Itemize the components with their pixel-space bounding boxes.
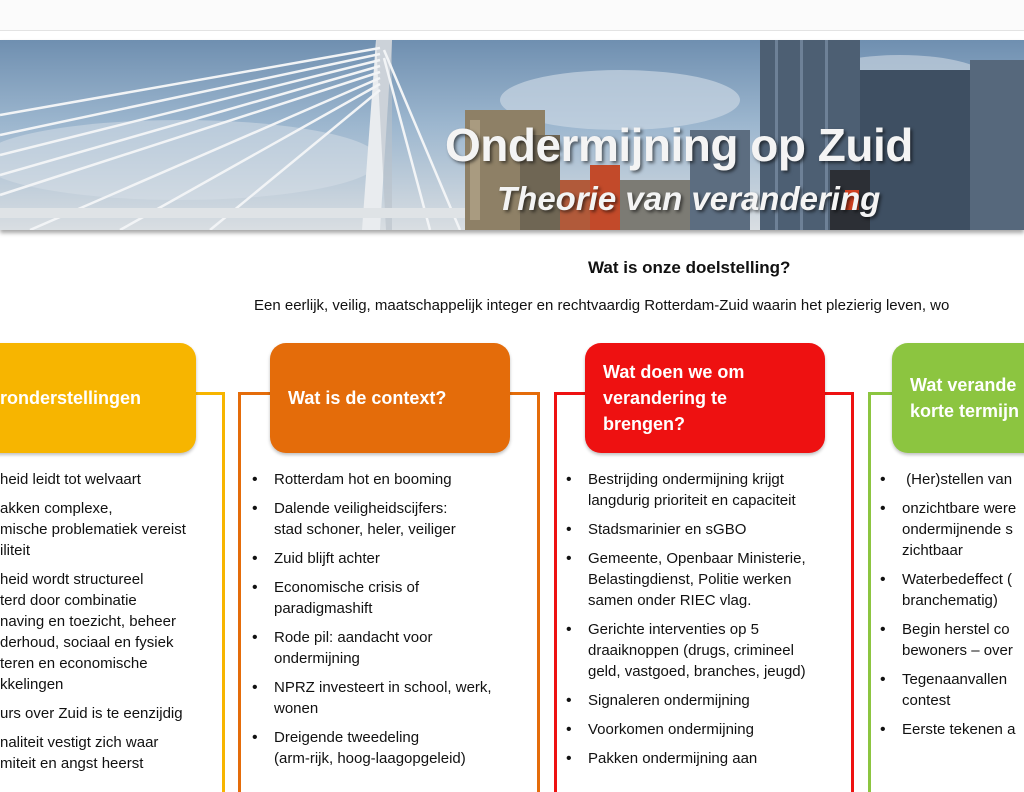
card-assumptions xyxy=(0,343,196,453)
list-item: • (Her)stellen van xyxy=(876,469,1024,490)
card-assumptions-title: ronderstellingen xyxy=(0,388,142,408)
list-item: • Rode pil: aandacht voor ondermijning xyxy=(248,627,533,669)
card-actions-title-line-1: Wat doen we om xyxy=(603,362,745,382)
column-1-connector xyxy=(195,392,225,395)
card-actions-title-line-2: verandering te xyxy=(603,388,728,408)
banner-subtitle: Theorie van verandering xyxy=(497,180,881,217)
top-strip xyxy=(0,0,1024,31)
list-item: • Voorkomen ondermijning xyxy=(562,719,847,740)
column-3-border-line-left xyxy=(554,392,557,792)
list-item: • Pakken ondermijning aan xyxy=(562,748,847,769)
list-item: • NPRZ investeert in school, werk, wonen xyxy=(248,677,533,719)
card-short-term-title-line-1: Wat verande xyxy=(910,375,1017,395)
list-item: • Stadsmarinier en sGBO xyxy=(562,519,847,540)
list-item: • onzichtbare were ondermijnende s zichtbaar xyxy=(876,498,1024,561)
short-term-list xyxy=(876,469,1024,748)
column-2-border-line-right xyxy=(537,392,540,792)
list-item: • Eerste tekenen a xyxy=(876,719,1024,740)
column-2-connector-left xyxy=(238,392,273,395)
card-actions-title-line-3: brengen? xyxy=(603,414,686,434)
list-item: • Dalende veiligheidscijfers: stad schoner, heler, veiliger xyxy=(248,498,533,540)
column-3-connector-left xyxy=(554,392,589,395)
column-3-connector-right xyxy=(822,392,854,395)
list-item: heid leidt tot welvaart xyxy=(0,471,141,488)
header-banner xyxy=(0,40,1024,230)
card-context-title: Wat is de context? xyxy=(288,388,447,408)
list-item: naliteit vestigt zich waar miteit en angst heerst xyxy=(0,734,159,772)
list-item: urs over Zuid is te eenzijdig xyxy=(0,705,183,722)
list-item: • Gemeente, Openbaar Ministerie, Belastingdienst, Politie werken samen onder RIEC vlag. xyxy=(562,548,847,611)
context-list xyxy=(248,469,533,777)
list-item: • Rotterdam hot en booming xyxy=(248,469,533,490)
goal-statement: Een eerlijk, veilig, maatschappelijk integer en rechtvaardig Rotterdam-Zuid waarin het plezierig leven, wo xyxy=(254,297,950,314)
list-item: • Gerichte interventies op 5 draaiknoppen (drugs, crimineel geld, vastgoed, branches, jeugd) xyxy=(562,619,847,682)
column-3-border-line-right xyxy=(851,392,854,792)
column-4-border-line-left xyxy=(868,392,871,792)
list-item: • Zuid blijft achter xyxy=(248,548,533,569)
banner-title: Ondermijning op Zuid xyxy=(445,119,913,171)
list-item: • Waterbedeffect ( branchematig) xyxy=(876,569,1024,611)
column-2-border-line-left xyxy=(238,392,241,792)
list-item: • Tegenaanvallen contest xyxy=(876,669,1024,711)
list-item: heid wordt structureel terd door combinatie naving en toezicht, beheer derhoud, sociaal en fysiek teren en economische kkelingen xyxy=(0,571,176,693)
list-item: • Signaleren ondermijning xyxy=(562,690,847,711)
list-item: • Dreigende tweedeling (arm-rijk, hoog-laagopgeleid) xyxy=(248,727,533,769)
column-2-connector-right xyxy=(508,392,540,395)
card-short-term-title-line-2: korte termijn xyxy=(910,401,1020,421)
list-item: • Begin herstel co bewoners – over xyxy=(876,619,1024,661)
column-1-border-line xyxy=(222,392,225,792)
list-item: • Economische crisis of paradigmashift xyxy=(248,577,533,619)
card-context xyxy=(270,343,510,453)
actions-list xyxy=(562,469,847,777)
goal-question: Wat is onze doelstelling? xyxy=(588,258,791,277)
list-item: akken complexe, mische problematiek vereist iliteit xyxy=(0,500,186,559)
list-item: • Bestrijding ondermijning krijgt langdurig prioriteit en capaciteit xyxy=(562,469,847,511)
card-short-term-change xyxy=(892,343,1024,453)
assumptions-list xyxy=(0,469,218,782)
card-actions xyxy=(585,343,825,453)
